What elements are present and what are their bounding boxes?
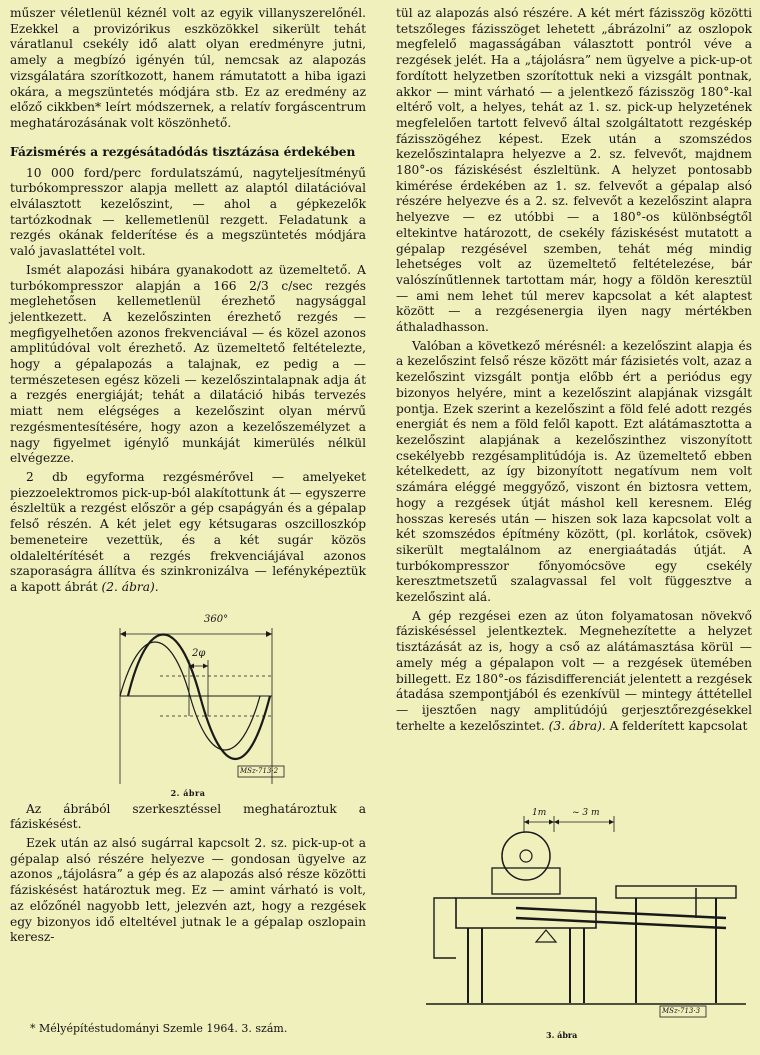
paragraph-3 xyxy=(10,470,366,596)
right-paragraph-1: tül az alapozás alsó részére. A két mért fázisszög közötti tetszőleges fázisszöget lehetett „ábrázolni” az oszlopok megfelelő magasságában választott pontról véve a rezgések jelét. Ha a „tájolásra” nem ügyelve a pick-up-ot fordított helyzetben szorítottuk neki a vizsgált pontnak, akkor — mint várható — a jelentkező fázisszög 180°-kal eltérő volt, a helyes, tehát az 1. sz. pick-up helyzetének megfelelően tartott felvevő által szolgáltatott rezgéskép fázisszögéhez képest. Ezek után a szomszédos kezelőszintalapra helyezve a 2. sz. felvevőt, majdnem 180°-os fáziskésést észleltünk. A helyzet pontosabb kimérése érdekében az 1. sz. felvevőt a gépalap alsó részére helyezve és a 2. sz. felvevőt a kezelőszint alapra helyezve — ez utóbbi — a 180°-os különbségtől eltekintve határozott, de csekély fáziskésést mutatott a gépalap rezgésével szemben, tehát még mindig lehetséges volt az üzemeltető feltételezése, bár valószínűtlennek tartottam már, hogy a földön keresztül — ami nem lehet túl merev kapcsolat a két alaptest között — a rezgésenergia ilyen nagy mértékben áthaladhasson. xyxy=(396,6,752,335)
footnote: * Mélyépítéstudományi Szemle 1964. 3. szám. xyxy=(30,1022,288,1035)
intro-paragraph: műszer véletlenül kéznél volt az egyik villanyszerelőnél. Ezekkel a provizórikus eszközökkel sikerült tehát váratlanul csekély idő alatt olyan eredményre jutni, amely a megbízó igényén túl, nemcsak az alapozás vizsgálatára szorítkozott, hanem rámutatott a hiba igazi okára, a megszüntetés módjára stb. Ez az eredmény az előző cikkben* leírt módszernek, a relatív forgáscentrum meghatározásának volt köszönhető. xyxy=(10,6,366,130)
section-heading: Fázismérés a rezgésátadódás tisztázása érdekében xyxy=(10,144,356,159)
right-paragraph-2: Valóban a következő mérésnél: a kezelőszint alapja és a kezelőszint felső része között már fázisietés volt, azaz a kezelőszint vizsgált pontja előbb ért a periódus egy bizonyos helyére, mint a kezelőszint alapjának vizsgált pontja. Ezek szerint a kezelőszint a föld felé adott rezgés energiát és nem a föld felől kapott. Ezt alátámasztotta a kezelőszint alapjának a kezelőszinthez viszonyított csekélyebb rezgésamplitúdója is. Az üzemeltető ebben kételkedett, az így bizonyított negatívum nem volt számára eléggé meggyőző, viszont én biztosra vettem, hogy a rezgések útját máshol kell keresnem. Elég hosszas keresés után — hiszen sok laza kapcsolat volt a két szomszédos építmény között, (pl. korlátok, csövek) sikerült megtalálnom az energiaátadás útját. A turbókompresszor főnyomócsöve egy csekély keresztmetszetű szalagvassal fel volt függesztve a kezelőszint alá. xyxy=(396,338,752,605)
paragraph-3-text: 2 db egyforma rezgésmérővel — amelyeket piezzoelektromos pick-up-ból alakítottunk át — egyszerre észleltük a rezgést először a gép csapágyán és a gépalap felső részén. A két jelet egy kétsugaras oszcilloszkóp bemeneteire vezettük, és a két sugár közös oldaleltérítését a rezgés frekvenciájával azonos szaporaságra állítva és szinkronizálva — lefényképeztük a kapott ábrát xyxy=(10,469,366,594)
figure-3-stamp: MSz-713·3 xyxy=(662,1007,701,1015)
oscillogram-diagram xyxy=(10,604,366,790)
figure-2-caption: 2. ábra xyxy=(170,787,206,798)
label-2phi: 2φ xyxy=(192,647,206,659)
dimension-1m: 1m xyxy=(532,808,547,818)
right-paragraph-3-text: A gép rezgései ezen az úton folyamatosan növekvő fáziskéséssel jelentkeztek. Megnehezítette a helyzet tisztázását az is, hogy a cső az alátámasztása körül — amely még a gépalapon volt — a rezgések ütemében billegett. Ez 180°-os fázisdifferenciát jelentett a rezgések átadása szempontjából és ezenkívül — mintegy áttétellel — ijesztően nagy amplitúdójú gerjesztőrezgésekkel terhelte a kezelőszintet. xyxy=(396,608,752,733)
figure-3-reference: (3. ábra). xyxy=(548,718,606,733)
paragraph-1: 10 000 ford/perc fordulatszámú, nagyteljesítményű turbókompresszor alapja mellett az alaptól dilatációval elválasztott kezelőszint, — ahol a gépkezelők tartózkodnak — kellemetlenül rezgett. Feladatunk a rezgés okának felderítése és a megszüntetés módjára való javaslattétel volt. xyxy=(10,165,366,259)
figure-3 xyxy=(396,808,756,1023)
paragraph-4: Az ábrából szerkesztéssel meghatároztuk a fáziskésést. xyxy=(10,801,366,832)
figure-2-reference: (2. ábra). xyxy=(101,579,159,594)
right-column xyxy=(396,6,752,737)
pipe-support-diagram xyxy=(396,808,756,1023)
label-360-degrees: 360° xyxy=(204,613,229,625)
right-paragraph-3 xyxy=(396,609,752,735)
figure-3-caption: 3. ábra xyxy=(546,1030,578,1040)
paragraph-5: Ezek után az alsó sugárral kapcsolt 2. sz. pick-up-ot a gépalap alsó részére helyezve — gondosan ügyelve az azonos „tájolásra” a gép és az alapozás alsó része közötti fáziskésést határoztuk meg. Ez — amint várható is volt, az előzőnél nagyobb lett, jelezvén azt, hogy a rezgések egy bizonyos idő elteltével jutnak le a gépalap oszlopain keresz- xyxy=(10,836,366,945)
dimension-3m: ~ 3 m xyxy=(572,808,600,818)
figure-2-stamp: MSz-713·2 xyxy=(240,766,279,775)
left-column xyxy=(10,6,366,949)
figure-2 xyxy=(10,604,366,802)
right-paragraph-3-tail: A felderített kapcsolat xyxy=(609,718,748,733)
paragraph-2: Ismét alapozási hibára gyanakodott az üzemeltető. A turbókompresszor alapján a 166 2/3 c/sec rezgés meglehetősen kellemetlenül érezhető nagysággal jelentkezett. A kezelőszinten érezhető rezgés — megfigyelhetően azonos frekvenciával — és közel azonos amplitúdóval volt érezhető. Az üzemeltető feltételezte, hogy a gépalapozás a talajnak, ez pedig a — természetesen egész közeli — kezelőszintalapnak adja át a rezgés energiáját; tehát a dilatáció hibás tervezés miatt nem elégséges a kezelőszint olyan mérvű rezgésmentesítésére, hogy azon a kezelőszemélyzet a nagy figyelmet igénylő munkáját kimerülés nélkül elvégezze. xyxy=(10,262,366,466)
